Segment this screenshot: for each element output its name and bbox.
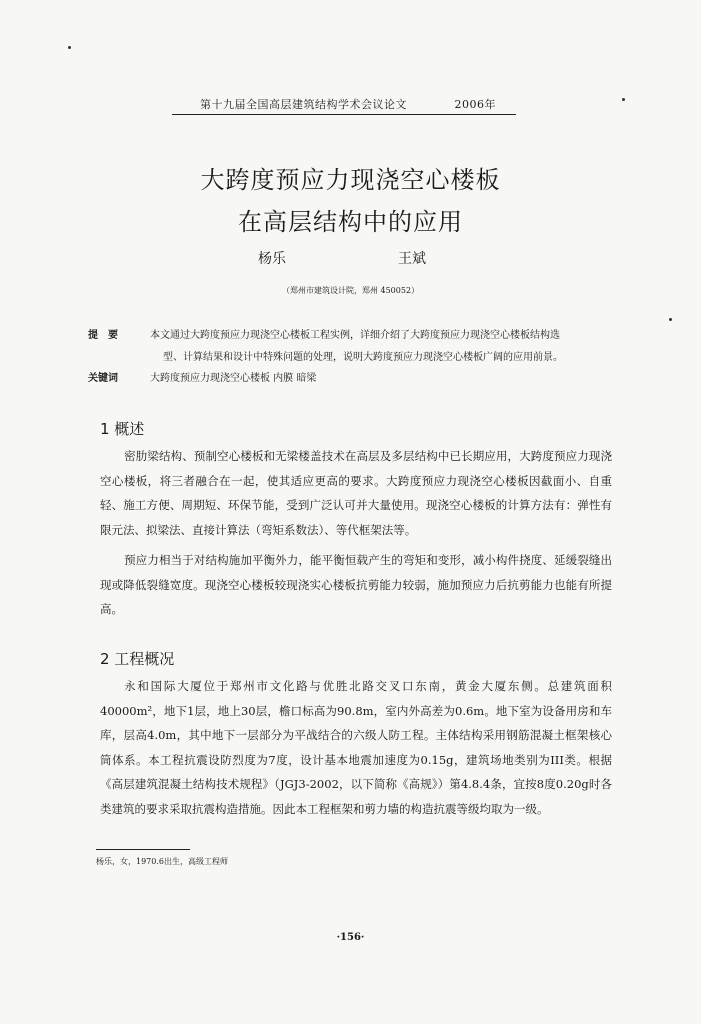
author-footnote: 杨乐，女，1970.6出生，高级工程师 <box>96 857 228 866</box>
section-1-paragraph-1: 密肋梁结构、预制空心楼板和无梁楼盖技术在高层及多层结构中已长期应用，大跨度预应力现浇空心楼板，将三者融合在一起，使其适应更高的要求。大跨度预应力现浇空心楼板因截面小、自重轻、施工方便、周期短、环保节能，受到广泛认可并大量使用。现浇空心楼板的计算方法有：弹性有限元法、拟梁法、直接计算法（弯矩系数法）、等代框架法等。 <box>100 449 612 537</box>
author-1: 杨乐 <box>258 251 286 267</box>
section-1-heading: 1 概述 <box>100 420 145 438</box>
scan-speck <box>669 318 672 321</box>
header-rule <box>172 114 516 115</box>
section-1-paragraph-2: 预应力相当于对结构施加平衡外力，能平衡恒载产生的弯矩和变形，减小构件挠度、延缓裂缝出现或降低裂缝宽度。现浇空心楼板较现浇实心楼板抗剪能力较弱，施加预应力后抗剪能力也能有所提高。 <box>100 553 612 616</box>
scan-speck <box>68 46 71 49</box>
abstract-label: 提 要 <box>88 330 118 341</box>
page-number: ·156· <box>336 932 365 943</box>
conference-year: 2006年 <box>454 98 496 111</box>
conference-name: 第十九届全国高层建筑结构学术会议论文 <box>200 98 407 111</box>
abstract-line-1: 本文通过大跨度预应力现浇空心楼板工程实例，详细介绍了大跨度预应力现浇空心楼板结构选 <box>150 330 560 341</box>
affiliation: （郑州市建筑设计院，郑州 450052） <box>281 286 420 295</box>
section-2-heading: 2 工程概况 <box>100 650 175 668</box>
keywords-text: 大跨度预应力现浇空心楼板 内膜 暗梁 <box>150 373 317 384</box>
keywords-label: 关键词 <box>88 373 118 384</box>
paper-title-line-2: 在高层结构中的应用 <box>238 208 463 236</box>
paper-title-line-1: 大跨度预应力现浇空心楼板 <box>200 166 501 194</box>
abstract-line-2: 型、计算结果和设计中特殊问题的处理，说明大跨度预应力现浇空心楼板广阔的应用前景。 <box>163 352 563 363</box>
footnote-rule <box>96 849 190 850</box>
running-header <box>200 96 496 112</box>
author-2: 王斌 <box>398 251 426 267</box>
section-2-paragraph-1: 永和国际大厦位于郑州市文化路与优胜北路交叉口东南，黄金大厦东侧。总建筑面积40000m²，地下1层，地上30层，檐口标高为90.8m，室内外高差为0.6m。地下室为设备用房和车库，层高4.0m，其中地下一层部分为平战结合的六级人防工程。主体结构采用钢筋混凝土框架核心筒体系。本工程抗震设防烈度为7度，设计基本地震加速度为0.15g，建筑场地类别为III类。根据《高层建筑混凝土结构技术规程》（JGJ3-2002，以下简称《高规》）第4.8.4条，宜按8度0.20g时各类建筑的要求采取抗震构造措施。因此本工程框架和剪力墙的构造抗震等级均取为一级。 <box>100 679 612 816</box>
scan-speck <box>622 98 625 101</box>
